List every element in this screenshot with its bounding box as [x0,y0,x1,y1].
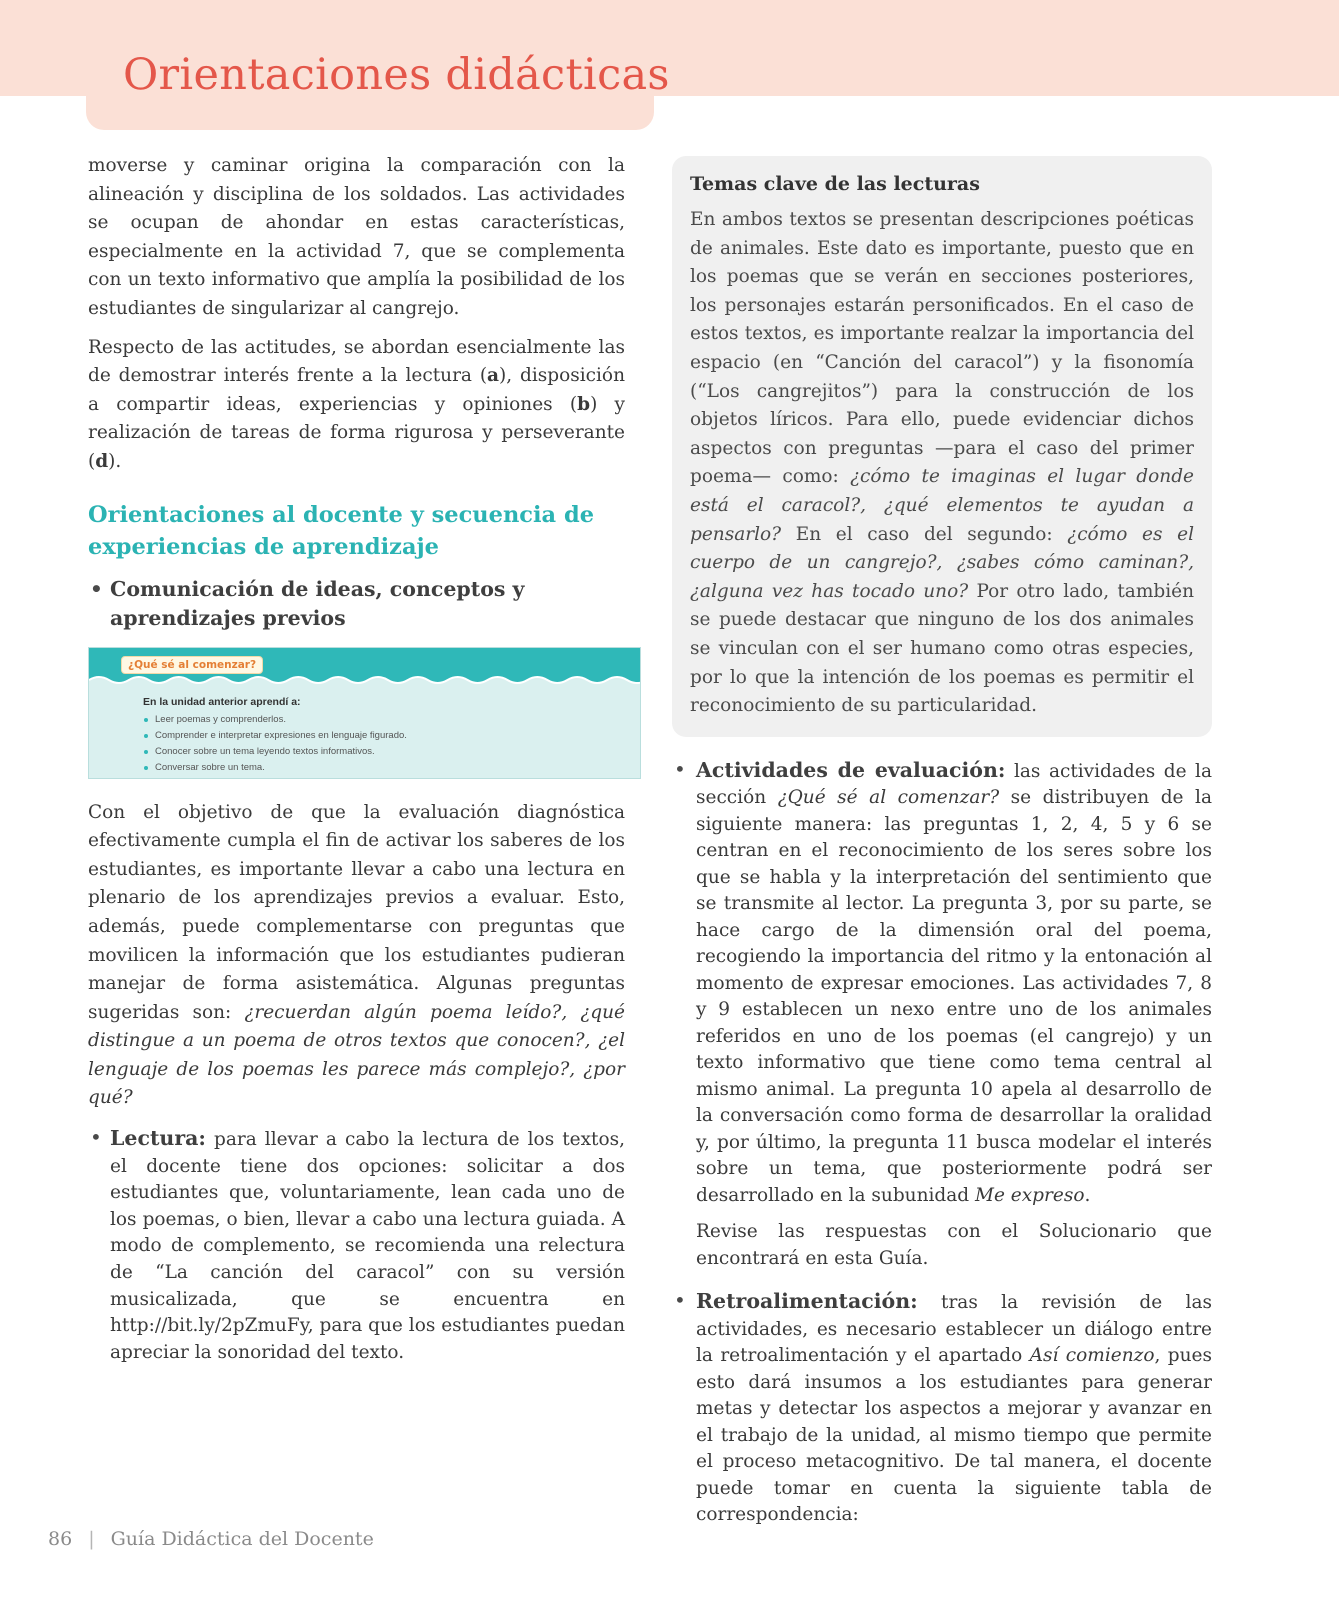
wave-decoration-icon [89,674,640,692]
actividades-label: Actividades de evaluación: [696,757,1006,782]
evaluation-list-item: Comprender e interpretar expresiones en lenguaje figurado. [143,728,407,744]
evaluation-list-item: Conversar sobre un tema. [143,760,407,776]
book-title: Guía Didáctica del Docente [110,1528,374,1550]
footer-separator: | [88,1528,95,1550]
lectura-label: Lectura: [110,1126,206,1151]
key-topics-callout [672,156,1212,737]
callout-text: En ambos textos se presentan descripciones poéticas de animales. Este dato es importante, puesto que en los poemas que se verán en secciones posteriores, los personajes estarán personificados. En el caso de estos textos, es importante realzar la importancia del espacio (en “Canción del caracol”) y la fisonomía (“Los cangrejitos”) para la construcción de los objetos líricos. Para ello, puede evidenciar dichos aspectos con preguntas —para el caso del primer poema— como: ¿cómo te imaginas el lugar donde está el caracol?, ¿qué elementos te ayudan a pensarlo? En el caso del segundo: ¿cómo es el cuerpo de un cangrejo?, ¿sabes cómo caminan?, ¿alguna vez has tocado uno? Por otro lado, también se puede destacar que ninguno de los dos animales se vinculan con el ser humano como otras especies, por lo que la intención de los poemas es permitir el reconocimiento de su particularidad. [690,209,1194,717]
bullet-retroalimentacion: • Retroalimentación: tras la revisión de las actividades, es necesario establecer un diálogo entre la retroalimentación y el apartado Así comienzo, pues esto dará insumos a los estudiantes para generar metas y detectar los aspectos a mejorar y avanzar en el trabajo de la unidad, al mismo tiempo que permite el proceso metacognitivo. De tal manera, el docente puede tomar en cuenta la siguiente tabla de correspondencia: [674,1288,1212,1526]
evaluation-list-item: Leer poemas y comprenderlos. [143,712,407,728]
bullet-lectura: • Lectura: para llevar a cabo la lectura de los textos, el docente tiene dos opciones: solicitar a dos estudiantes que, voluntariamente, lean cada uno de los poemas, o bien, llevar a cabo una lectura guiada. A modo de complemento, se recomienda una relectura de “La canción del caracol” con su versión musicalizada, que se encuentra en http://bit.ly/2pZmuFy, para que los estudiantes puedan apreciar la sonoridad del texto. [90,1125,625,1363]
evaluation-subheading: En la unidad anterior aprendí a: [143,695,301,708]
bullet-icon: • [674,1288,686,1313]
page-title: Orientaciones didácticas [123,50,670,100]
evaluation-list-item: Conocer sobre un tema leyendo textos informativos. [143,744,407,760]
left-column [88,152,625,1366]
page-footer [48,1528,374,1550]
bullet-actividades-evaluacion: • Actividades de evaluación: las actividades de la sección ¿Qué sé al comenzar? se distribuyen de la siguiente manera: las preguntas 1, 2, 4, 5 y 6 se centran en el reconocimiento de los seres sobre los que se habla y la interpretación del sentimiento que se transmite al lector. La pregunta 3, por su parte, se hace cargo de la dimensión oral del poema, recogiendo la importancia del ritmo y la entonación al momento de expresar emociones. Las actividades 7, 8 y 9 establecen un nexo entre uno de los animales referidos en uno de los poemas (el cangrejo) y un texto informativo que tiene como tema central al mismo animal. La pregunta 10 apela al desarrollo de la conversación como forma de desarrollar la oralidad y, por último, la pregunta 11 busca modelar el interés sobre un tema, que posteriormente podrá ser desarrollado en la subunidad Me expreso. Revise las respuestas con el Solucionario que encontrará en esta Guía. [672,757,1212,1273]
left-paragraph-1: moverse y caminar origina la comparación con la alineación y disciplina de los soldados. Las actividades se ocupan de ahondar en estas características, especialmente en la actividad 7, que se complementa con un texto informativo que amplía la posibilidad de los estudiantes de singularizar al cangrejo. [88,155,625,319]
bullet-icon: • [90,1125,102,1150]
evaluation-section-tag: ¿Qué sé al comenzar? [121,656,263,674]
bullet-heading-previous-knowledge: • Comunicación de ideas, conceptos y aprendizajes previos [90,576,525,630]
solucionario-note: Revise las respuestas con el Solucionario que encontrará en esta Guía. [696,1221,1212,1269]
retroalimentacion-label: Retroalimentación: [696,1289,918,1314]
evaluation-preview-box [88,647,641,779]
section-heading: Orientaciones al docente y secuencia de experiencias de aprendizaje [88,501,595,560]
left-paragraph-3: Con el objetivo de que la evaluación diagnóstica efectivamente cumpla el fin de activar los saberes de los estudiantes, es importante llevar a cabo una lectura en plenario de los aprendizajes previos a evaluar. Esto, además, puede complementarse con preguntas que movilicen la información que los estudiantes pudieran manejar de forma asistemática. Algunas preguntas sugeridas son: ¿recuerdan algún poema leído?, ¿qué distingue a un poema de otros textos que conocen?, ¿el lenguaje de los poemas les parece más complejo?, ¿por qué? [88,801,625,1109]
bullet-icon: • [674,756,686,781]
bullet-icon: • [90,576,103,601]
callout-title: Temas clave de las lecturas [690,173,980,195]
page-number: 86 [48,1528,73,1550]
right-column [672,156,1212,1545]
evaluation-list [143,712,407,776]
left-paragraph-2: Respecto de las actitudes, se abordan esencialmente las de demostrar interés frente a la lectura (a), disposición a compartir ideas, experiencias y opiniones (b) y realización de tareas de forma rigurosa y perseverante (d). [88,336,625,472]
